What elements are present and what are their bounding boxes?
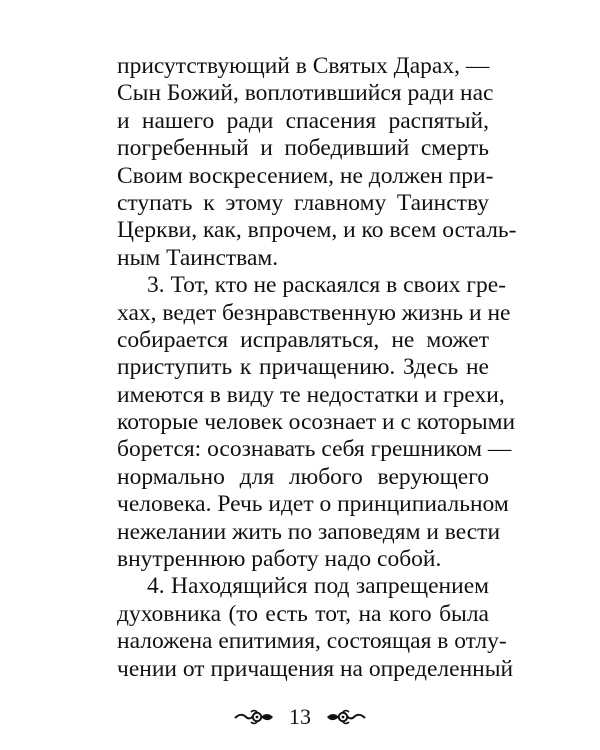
page-footer: [0, 700, 600, 734]
text-line: Своим воскресением, не должен при-: [117, 162, 494, 189]
page-number: 13: [289, 704, 311, 729]
text-line: человека. Речь идет о принципиальном: [117, 491, 509, 518]
floral-ornament-icon: [233, 709, 275, 725]
text-line: чении от причащения на определенный: [117, 655, 514, 682]
text-line: наложена епитимия, состоящая в отлу-: [117, 628, 507, 655]
text-line: нежелании жить по заповедям и вести: [117, 518, 501, 545]
text-line: 4. Находящийся под запрещением: [147, 573, 489, 600]
text-line: внутреннюю работу надо собой.: [117, 546, 442, 573]
text-line: которые человек осознает и с которыми: [117, 409, 516, 436]
text-line: ным Таинствам.: [117, 244, 279, 271]
text-line: 3. Тот, кто не раскаялся в своих гре-: [147, 272, 507, 299]
text-line: хах, ведет безнравственную жизнь и не: [117, 299, 511, 326]
text-line: духовника (то есть тот, на кого была: [117, 600, 489, 627]
text-line: ступать к этому главному Таинству: [117, 189, 489, 216]
text-line: Церкви, как, впрочем, и ко всем осталь-: [117, 217, 517, 244]
text-line: и нашего ради спасения распятый,: [117, 107, 489, 134]
text-line: погребенный и победивший смерть: [117, 135, 489, 162]
text-line: нормально для любого верующего: [117, 463, 489, 490]
text-line: Сын Божий, воплотившийся ради нас: [117, 80, 494, 107]
text-line: присутствующий в Святых Дарах, —: [117, 53, 490, 79]
text-line: собирается исправляться, не может: [117, 326, 489, 353]
floral-ornament-icon: [325, 709, 367, 725]
text-line: борется: осознавать себя грешником —: [117, 436, 512, 463]
text-line: имеются в виду те недостатки и грехи,: [117, 381, 505, 408]
text-line: приступить к причащению. Здесь не: [117, 354, 489, 381]
body-text: [117, 53, 517, 683]
